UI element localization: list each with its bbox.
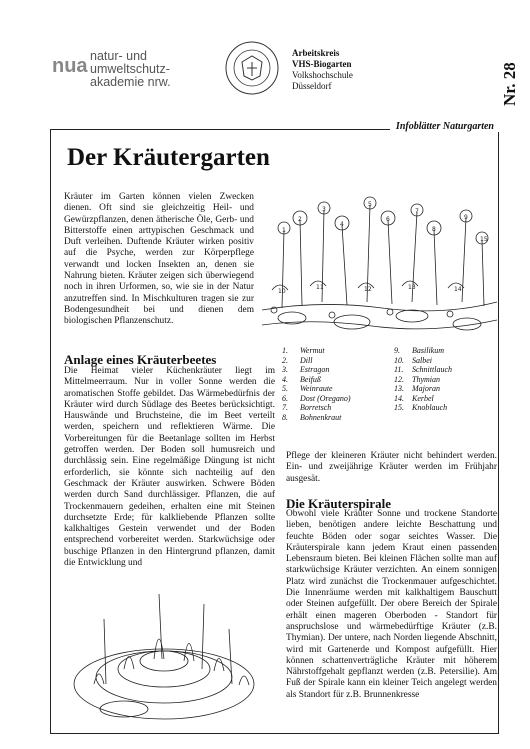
svg-text:6: 6 [386, 216, 390, 223]
org-line: Düsseldorf [292, 81, 332, 91]
legend-item: 6. Dost (Oregano) [282, 393, 351, 403]
page-title: Der Kräutergarten [67, 144, 270, 171]
nua-line: akademie nrw. [90, 75, 171, 89]
org-line: Arbeitskreis [292, 48, 340, 58]
svg-text:3: 3 [322, 206, 326, 213]
legend-item: 12. Thymian [394, 374, 440, 384]
section-heading-anlage: Anlage eines Kräuterbeetes [64, 352, 217, 367]
organisation-block [292, 48, 353, 92]
svg-text:1: 1 [282, 227, 286, 234]
herb-spiral-illustration [64, 589, 276, 726]
anlage-paragraph: Die Heimat vieler Küchenkräuter liegt im Mittelmeerraum. Nur in voller Sonne werden die aromatischen Stoffe gebildet. Das Wärmebedürfnis der Kräuter wird durch Südlage des Beetes berücksichtigt. Hauswände und Bruchsteine, die im Beet verteilt werden, speichern und reflektieren Wärme. Die Vorbereitungen für die Beetanlage sollten im Herbst getroffen werden. Der Boden soll humusreich und durchlässig sein. Eine regelmäßige Düngung ist nicht erforderlich, sie könnte sich nachteilig auf den Geschmack der Kräuter auswirken. Schwere Böden werden durch Sand durchlässiger. Pflanzen, die auf Trockenmauern gedeihen, erhalten eine mit Steinen durchsetzte Erde; für kalkliebende Pflanzen sollte kalkhaltiges Gestein verwendet und der Boden entsprechend vorbereitet werden. Starkwüchsige oder buschige Pflanzen in den Hintergrund pflanzen, damit die Entwicklung und [64, 366, 275, 569]
legend-item: 2. Dill [282, 355, 313, 365]
svg-text:11: 11 [316, 284, 324, 291]
herb-garden-illustration [262, 190, 497, 343]
legend-item: 14. Kerbel [394, 393, 434, 403]
svg-text:10: 10 [278, 288, 286, 295]
nua-logo-icon [52, 52, 88, 78]
svg-text:7: 7 [415, 208, 419, 215]
legend-item: 5. Weinraute [282, 384, 333, 393]
legend-item: 9. Basilikum [394, 346, 444, 355]
org-line: Volkshochschule [292, 70, 353, 80]
series-label: Infoblätter Naturgarten [390, 121, 500, 132]
legend-column-left [282, 346, 387, 422]
legend-item: 1. Wermut [282, 346, 325, 355]
issue-number [496, 48, 522, 108]
svg-text:9: 9 [464, 214, 468, 221]
legend-item: 4. Beifuß [282, 374, 321, 384]
svg-text:2: 2 [298, 216, 302, 223]
nua-line: natur- und [90, 49, 147, 63]
svg-text:5: 5 [368, 201, 372, 208]
legend-item: 7. Borretsch [282, 403, 332, 412]
intro-paragraph: Kräuter im Garten können vielen Zwecken dienen. Oft sind sie gleichzeitig Heil- und Gewürzpflanzen, denen ätherische Öle, Gerb- und Bitterstoffe einen arttypischen Geschmack und Duft verleihen. Duftende Kräuter wirken positiv auf die Psyche, werden zur Körperpflege verwandt und locken Insekten an, denen sie Nahrung bieten. Kräuter zeigen sich überwiegend noch in ihren Urformen, so, wie sie in der Natur anzutreffen sind. In Mischkulturen tragen sie zur Bodengesundheit bei und dienen dem biologischen Pflanzenschutz. [64, 192, 254, 327]
issue-label: Nr. 28 [500, 62, 519, 106]
section-heading-spirale: Die Kräuterspirale [286, 496, 392, 511]
svg-text:15: 15 [480, 236, 488, 243]
biogarten-seal-icon [224, 40, 280, 96]
continued-paragraph: Pflege der kleineren Kräuter nicht behindert werden. Ein- und zweijährige Kräuter werden im Frühjahr ausgesät. [286, 451, 497, 484]
svg-text:12: 12 [364, 286, 372, 293]
legend-item: 3. Estragon [282, 365, 330, 374]
legend-item: 10. Salbei [394, 355, 432, 365]
legend-item: 15. Knoblauch [394, 403, 448, 412]
legend-item: 8. Bohnenkraut [282, 412, 342, 422]
nua-line: umweltschutz- [90, 62, 170, 76]
svg-text:nua: nua [52, 55, 88, 77]
svg-text:13: 13 [408, 284, 416, 291]
svg-text:8: 8 [432, 226, 436, 233]
svg-text:4: 4 [340, 221, 344, 228]
spirale-paragraph: Obwohl viele Kräuter Sonne und trockene Standorte lieben, benötigen andere leichte Beschattung und feuchte Böden oder sogar seichtes Wasser. Die Kräuterspirale kann jedem Kraut einen passenden Lebensraum bieten. Bei kleinen Flächen sollte man auf starkwüchsige Kräuter verzichten. An einem sonnigen Platz wird zunächst die Trockenmauer aufgeschichtet. Die Innenräume werden mit kalkhaltigem Bauschutt oder Steinen aufgefüllt. Der obere Bereich der Spirale erhält einen mageren Oberboden - Standort für anspruchslose und wärmebedürftige Kräuter (z.B. Thymian). Der untere, nach Norden liegende Abschnitt, wird mit Gartenerde und Kompost aufgefüllt. Hier können schattenverträgliche Kräuter mit höherem Nährstoffgehalt gepflanzt werden (z.B. Petersilie). Am Fuß der Spirale kann ein kleiner Teich angelegt werden als Standort für z.B. Brunnenkresse [286, 509, 497, 700]
legend-item: 13. Majoran [394, 384, 440, 393]
svg-text:14: 14 [454, 286, 462, 293]
org-line: VHS-Biogarten [292, 59, 352, 69]
legend-item: 11. Schnittlauch [394, 365, 452, 374]
nua-academy-name [90, 50, 171, 89]
legend-column-right [394, 346, 499, 413]
